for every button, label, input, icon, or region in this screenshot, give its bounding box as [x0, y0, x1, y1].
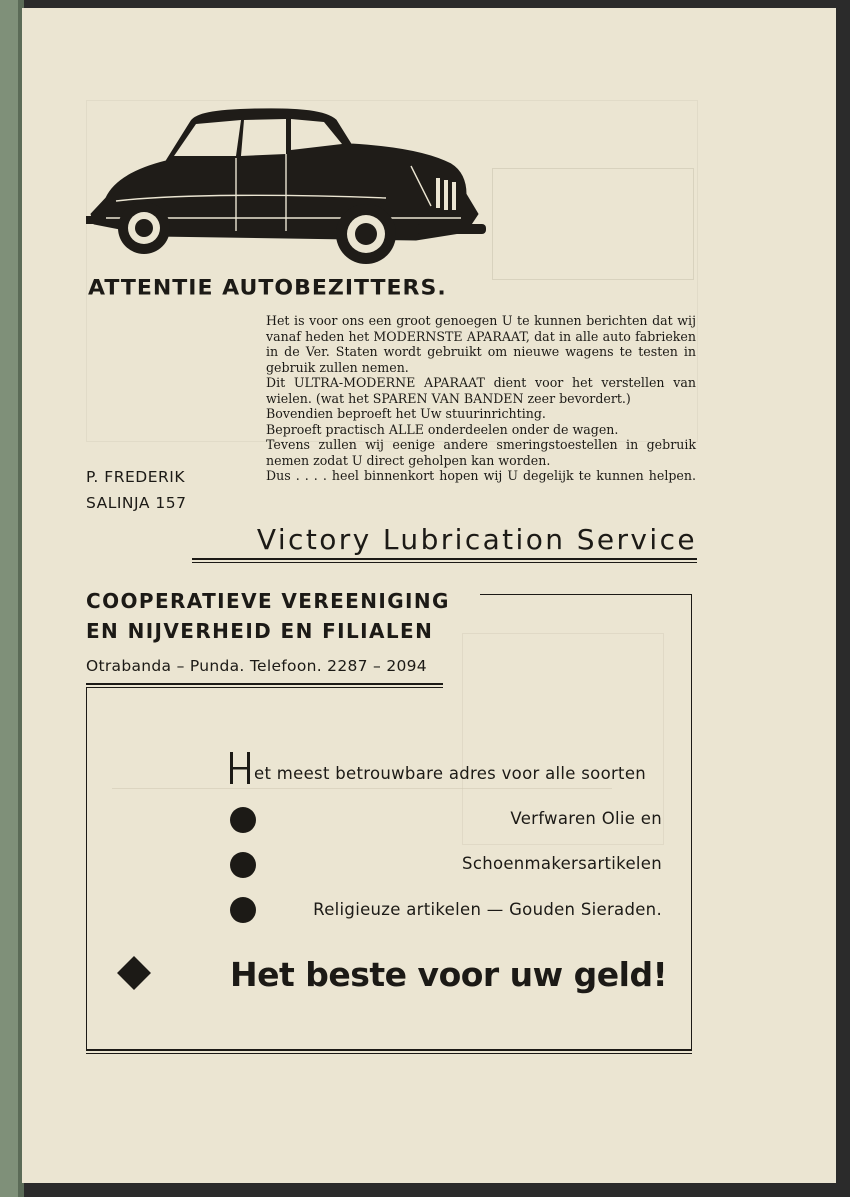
cooperative-address: Otrabanda – Punda. Telefoon. 2287 – 2094	[86, 657, 427, 675]
item-shoemaker: Schoenmakersartikelen	[462, 854, 662, 873]
contact-block	[86, 464, 186, 516]
address-rule-bottom	[86, 687, 443, 688]
contact-address: SALINJA 157	[86, 494, 187, 512]
item-paints: Verfwaren Olie en	[510, 809, 662, 828]
paragraph-3: Bovendien beproeft het Uw stuurinrichting.	[266, 406, 546, 421]
business-rule-top	[192, 558, 697, 560]
paragraph-6: Dus . . . . heel binnenkort hopen wij U degelijk te kunnen helpen.	[266, 468, 696, 483]
cooperative-title-line1: COOPERATIEVE VEREENIGING	[86, 589, 450, 613]
magazine-page	[22, 8, 836, 1183]
item-religious: Religieuze artikelen — Gouden Sieraden.	[313, 900, 662, 919]
bullet-icon	[230, 897, 256, 923]
tagline: et meest betrouwbare adres voor alle soorten	[254, 764, 647, 783]
announcement-text	[266, 313, 696, 484]
bullet-icon	[230, 852, 256, 878]
bullet-icon	[230, 807, 256, 833]
car-illustration-icon	[86, 106, 486, 268]
cooperative-title	[86, 586, 450, 646]
paragraph-4: Beproeft practisch ALLE onderdeelen onder de wagen.	[266, 421, 619, 437]
box-bottom-rule-bottom	[86, 1053, 692, 1054]
slogan: Het beste voor uw geld!	[230, 955, 668, 994]
paragraph-5: Tevens zullen wij eenige andere smeringstoestellen in gebruik nemen zodat U direct geholpen kan worden.	[266, 437, 696, 468]
cooperative-title-line2: EN NIJVERHEID EN FILIALEN	[86, 619, 434, 643]
paragraph-1: Het is voor ons een groot genoegen U te kunnen berichten dat wij vanaf heden het MODERNSTE APARAAT, dat in alle auto fabrieken in de Ver. Staten wordt gebruikt om nieuwe wagens te testen in gebruik zullen nemen.	[266, 313, 696, 375]
box-top-right-rule	[480, 594, 692, 595]
business-name: Victory Lubrication Service	[256, 523, 697, 556]
box-bottom-rule-top	[86, 1049, 692, 1051]
initial-letter-h-icon	[229, 752, 251, 784]
box-left-rule	[86, 688, 87, 1050]
paragraph-2: Dit ULTRA-MODERNE APARAAT dient voor het verstellen van wielen. (wat het SPAREN VAN BANDEN zeer bevordert.)	[266, 375, 696, 406]
attention-heading: ATTENTIE AUTOBEZITTERS.	[88, 276, 447, 301]
contact-name: P. FREDERIK	[86, 468, 185, 486]
address-rule-top	[86, 683, 443, 685]
diamond-icon	[117, 956, 151, 990]
box-right-rule	[691, 594, 692, 1050]
business-rule-bottom	[192, 562, 697, 563]
